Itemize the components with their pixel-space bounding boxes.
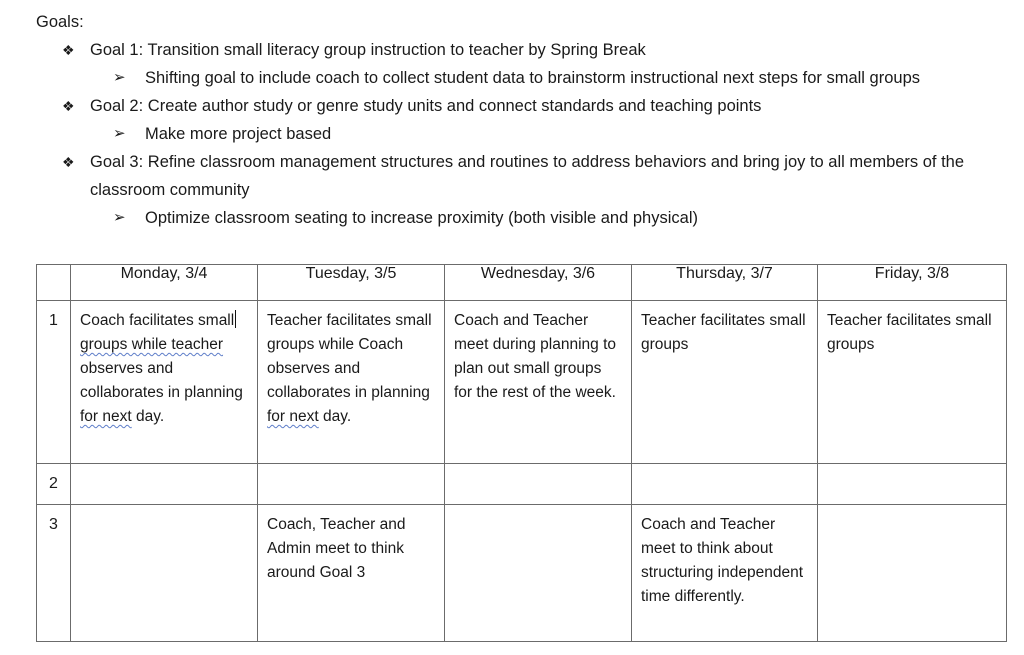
row-1-thursday-text: Teacher facilitates small groups: [641, 312, 806, 353]
table-row: [37, 301, 1007, 464]
arrow-bullet-icon: ➢: [113, 125, 126, 142]
header-friday: Friday, 3/8: [818, 265, 1007, 301]
tuesday-segment-1: Teacher facilitates small groups while Coach observes and collaborates in planning: [267, 312, 432, 401]
goal-1-subitem-1-label: Shifting goal to include coach to collect student data to brainstorm instructional next steps for small groups: [145, 69, 921, 87]
arrow-bullet-icon: ➢: [113, 209, 126, 226]
tuesday-segment-3: day.: [318, 408, 352, 425]
row-1-wednesday-cell[interactable]: [445, 301, 632, 464]
row-1-friday-cell[interactable]: [818, 301, 1007, 464]
row-3-number-cell: [37, 505, 71, 642]
row-2-number-cell: [37, 464, 71, 505]
weekly-schedule-table: [36, 264, 1007, 642]
row-1-number-cell: [37, 301, 71, 464]
row-2-thursday-cell[interactable]: [632, 464, 818, 505]
table-header: [37, 265, 1007, 301]
table-header-row: [37, 265, 1007, 301]
table-row: [37, 464, 1007, 505]
goal-item-3: [0, 148, 1024, 204]
monday-segment-4: and collaborates in planning: [80, 360, 243, 401]
row-2-thursday-text: [632, 464, 817, 480]
monday-segment-6: day.: [131, 408, 165, 425]
row-3-wednesday-text: [445, 505, 631, 521]
goal-2-subitem-1-label: Make more project based: [145, 125, 332, 143]
monday-segment-1: Coach facilitates small: [80, 312, 235, 329]
row-3-number: 3: [49, 516, 58, 533]
goal-item-1: [0, 36, 1024, 64]
tuesday-segment-2-misspelled: for next: [267, 408, 319, 425]
goal-3-label: Goal 3: Refine classroom management structures and routines to address behaviors and bring joy to all members of the classroom community: [90, 153, 965, 199]
text-caret: [235, 310, 237, 328]
header-monday: Monday, 3/4: [71, 265, 258, 301]
header-tuesday: Tuesday, 3/5: [258, 265, 445, 301]
goals-outline: [0, 0, 1024, 232]
row-1-monday-cell[interactable]: [71, 301, 258, 464]
row-2-monday-cell[interactable]: [71, 464, 258, 505]
row-1-monday-text: [71, 301, 257, 437]
row-2-wednesday-cell[interactable]: [445, 464, 632, 505]
row-3-thursday-cell[interactable]: [632, 505, 818, 642]
weekly-schedule-table-wrapper: [36, 264, 1000, 642]
row-1-wednesday-text: Coach and Teacher meet during planning to plan out small groups for the rest of the week.: [454, 312, 617, 401]
row-3-monday-cell[interactable]: [71, 505, 258, 642]
header-wednesday: Wednesday, 3/6: [445, 265, 632, 301]
goal-1-subitem-1: [0, 64, 1024, 92]
row-1-tuesday-text: [258, 301, 444, 437]
goal-3-subitem-1-label: Optimize classroom seating to increase proximity (both visible and physical): [145, 209, 698, 227]
row-2-number: 2: [49, 475, 58, 492]
diamond-bullet-icon: ❖: [62, 154, 75, 170]
monday-segment-5-misspelled: for next: [80, 408, 132, 425]
arrow-bullet-icon: ➢: [113, 69, 126, 86]
row-3-monday-text: [71, 505, 257, 521]
row-1-number: 1: [49, 312, 58, 329]
row-3-friday-text: [818, 505, 1006, 521]
goals-heading: Goals:: [36, 13, 84, 31]
header-corner-cell: [37, 265, 71, 301]
diamond-bullet-icon: ❖: [62, 42, 75, 58]
row-3-thursday-text: Coach and Teacher meet to think about structuring independent time differently.: [641, 516, 804, 605]
row-2-friday-cell[interactable]: [818, 464, 1007, 505]
row-3-friday-cell[interactable]: [818, 505, 1007, 642]
goal-2-subitem-1: [0, 120, 1024, 148]
monday-segment-3: observes: [80, 360, 143, 377]
row-3-tuesday-text: Coach, Teacher and Admin meet to think around Goal 3: [267, 516, 406, 581]
row-3-wednesday-cell[interactable]: [445, 505, 632, 642]
row-1-thursday-cell[interactable]: [632, 301, 818, 464]
table-row: [37, 505, 1007, 642]
row-2-wednesday-text: [445, 464, 631, 480]
table-body: [37, 301, 1007, 642]
header-thursday: Thursday, 3/7: [632, 265, 818, 301]
row-2-tuesday-cell[interactable]: [258, 464, 445, 505]
goal-item-2: [0, 92, 1024, 120]
row-2-monday-text: [71, 464, 257, 480]
row-1-tuesday-cell[interactable]: [258, 301, 445, 464]
row-3-tuesday-cell[interactable]: [258, 505, 445, 642]
row-1-friday-text: Teacher facilitates small groups: [827, 312, 992, 353]
row-2-tuesday-text: [258, 464, 444, 480]
goal-1-label: Goal 1: Transition small literacy group instruction to teacher by Spring Break: [90, 41, 646, 59]
row-2-friday-text: [818, 464, 1006, 480]
diamond-bullet-icon: ❖: [62, 98, 75, 114]
monday-segment-2-misspelled: groups while teacher: [80, 336, 224, 353]
goal-2-label: Goal 2: Create author study or genre study units and connect standards and teaching points: [90, 97, 762, 115]
goal-3-subitem-1: [0, 204, 1024, 232]
